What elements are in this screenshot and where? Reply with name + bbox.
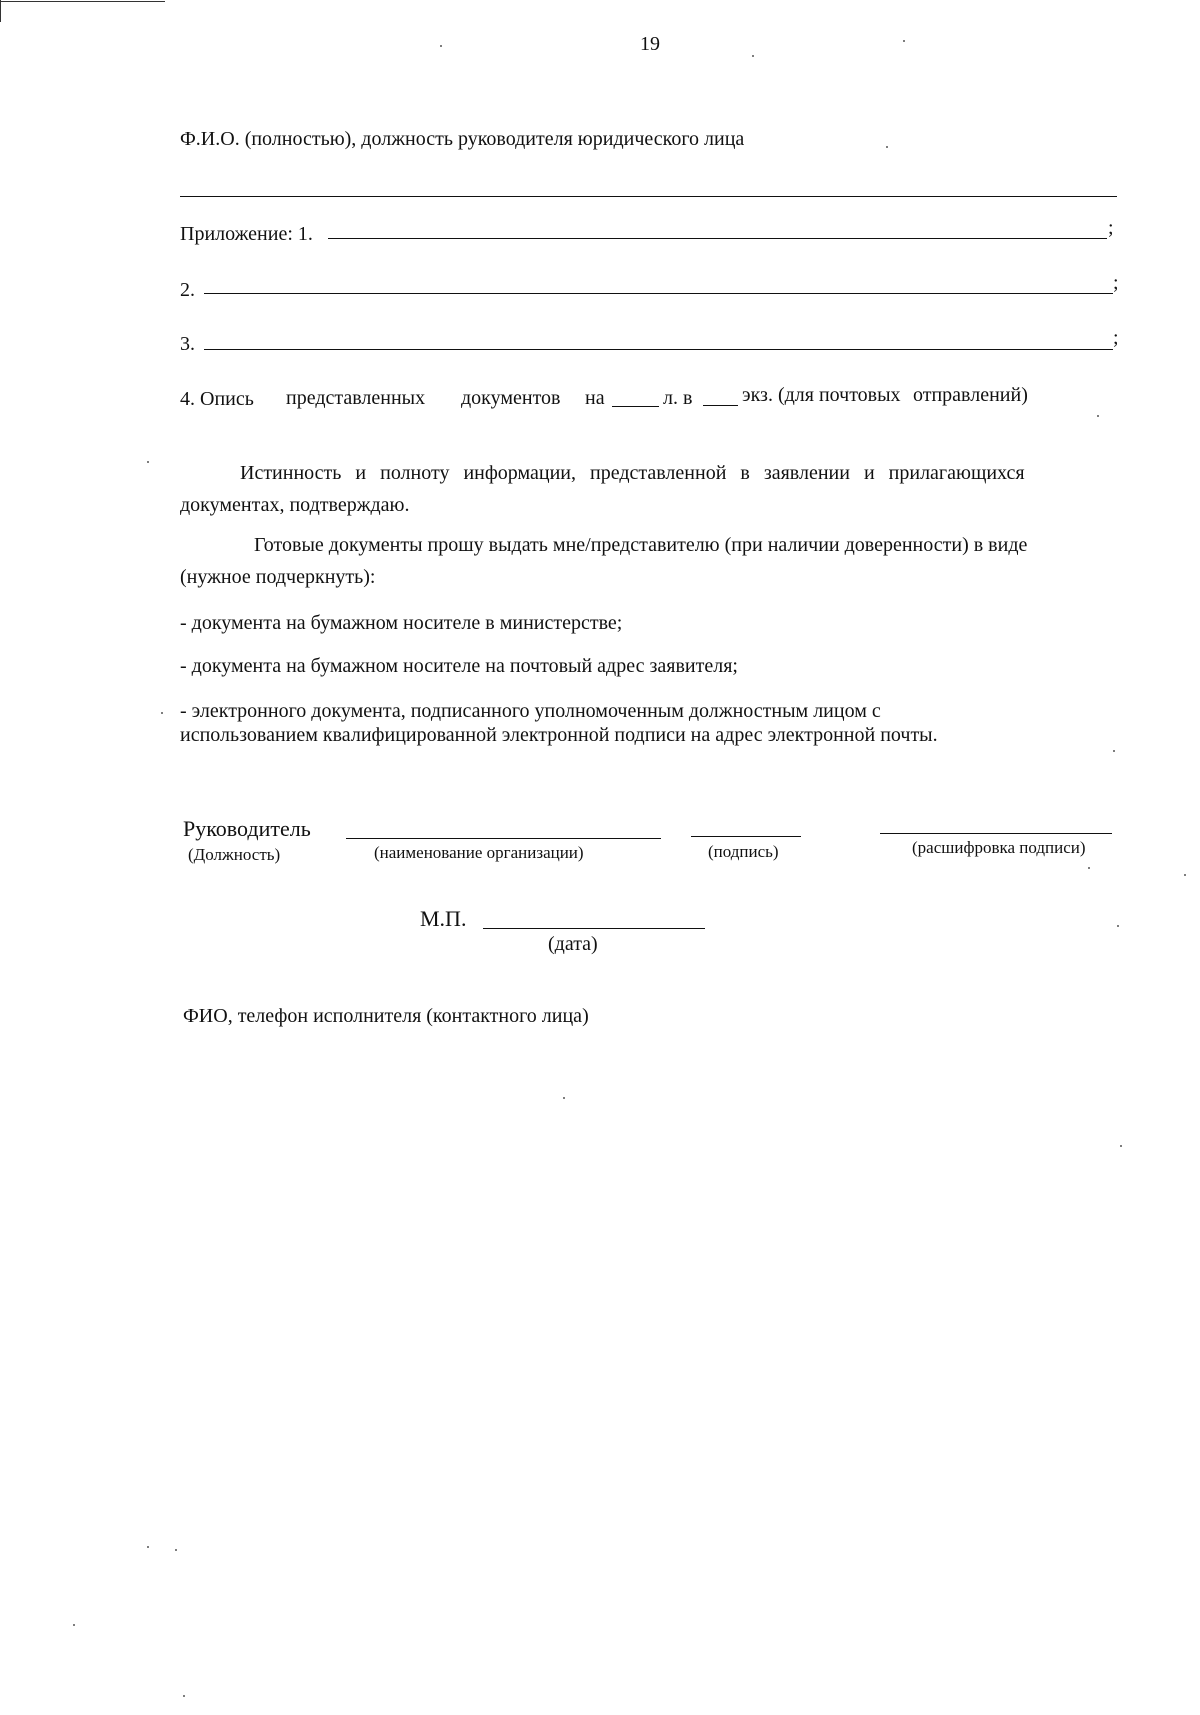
confirmation-line-1: Истинность и полноту информации, представленной в заявлении и прилагающихся <box>240 462 1025 484</box>
scan-speck <box>1184 874 1186 876</box>
attachment-2-end: ; <box>1113 272 1119 294</box>
date-line[interactable] <box>483 928 705 929</box>
scan-speck <box>886 146 888 148</box>
inventory-label-part5: л. в <box>663 387 693 409</box>
scan-speck <box>147 1546 149 1548</box>
scan-speck <box>1088 867 1090 869</box>
attachment-2-label: 2. <box>180 279 195 301</box>
inventory-label-part1: 4. Опись <box>180 388 254 410</box>
delivery-option-electronic[interactable]: - электронного документа, подписанного уполномоченным должностным лицом с <box>180 700 881 722</box>
inventory-label-part3: документов <box>461 387 561 409</box>
position-caption: (Должность) <box>188 845 281 864</box>
scan-speck <box>752 55 754 57</box>
inventory-sheets-line[interactable] <box>612 406 659 407</box>
attachment-3-line[interactable] <box>204 349 1113 350</box>
inventory-label-part2: представленных <box>286 387 426 409</box>
inventory-label-part6: экз. (для почтовых <box>742 384 901 406</box>
scan-speck <box>161 712 163 714</box>
attachment-3-label: 3. <box>180 333 195 355</box>
inventory-label-part4: на <box>585 387 605 409</box>
scan-speck <box>903 40 905 42</box>
scan-speck <box>175 1549 177 1551</box>
scan-speck <box>440 45 442 47</box>
stamp-mp-label: М.П. <box>420 906 467 931</box>
signature-decode-caption: (расшифровка подписи) <box>912 838 1086 857</box>
scan-speck <box>1120 1145 1122 1147</box>
contact-person-label: ФИО, телефон исполнителя (контактного лица) <box>183 1005 589 1027</box>
page-number: 19 <box>640 33 660 55</box>
head-fio-input-line[interactable] <box>180 196 1117 197</box>
signature-decode-line[interactable] <box>880 833 1112 834</box>
scan-edge-vertical <box>0 0 1 22</box>
signature-line[interactable] <box>691 836 801 837</box>
scan-speck <box>563 1097 565 1099</box>
attachment-2-line[interactable] <box>204 293 1113 294</box>
delivery-line-2: (нужное подчеркнуть): <box>180 566 376 588</box>
scan-edge-line <box>0 1 165 2</box>
signature-role: Руководитель <box>183 816 311 841</box>
scan-speck <box>1117 925 1119 927</box>
attachment-1-end: ; <box>1108 217 1114 239</box>
scan-speck <box>183 1695 185 1697</box>
org-name-line[interactable] <box>346 838 661 839</box>
inventory-label-part7: отправлений) <box>913 384 1028 406</box>
delivery-option-paper-ministry[interactable]: - документа на бумажном носителе в министерстве; <box>180 612 623 634</box>
scan-speck <box>147 461 149 463</box>
scan-speck <box>1097 415 1099 417</box>
head-fio-label: Ф.И.О. (полностью), должность руководителя юридического лица <box>180 128 745 150</box>
scan-speck <box>73 1624 75 1626</box>
signature-caption: (подпись) <box>708 842 779 861</box>
inventory-copies-line[interactable] <box>703 405 738 406</box>
attachment-3-end: ; <box>1113 327 1119 349</box>
scan-speck <box>1113 750 1115 752</box>
delivery-option-electronic-cont: использованием квалифицированной электронной подписи на адрес электронной почты. <box>180 724 938 746</box>
delivery-option-paper-mail[interactable]: - документа на бумажном носителе на почтовый адрес заявителя; <box>180 655 738 677</box>
confirmation-line-2: документах, подтверждаю. <box>180 494 410 516</box>
attachments-label: Приложение: 1. <box>180 223 313 245</box>
attachment-1-line[interactable] <box>328 238 1107 239</box>
org-name-caption: (наименование организации) <box>374 843 584 862</box>
delivery-line-1: Готовые документы прошу выдать мне/представителю (при наличии доверенности) в виде <box>254 534 1028 556</box>
date-caption: (дата) <box>548 933 598 955</box>
